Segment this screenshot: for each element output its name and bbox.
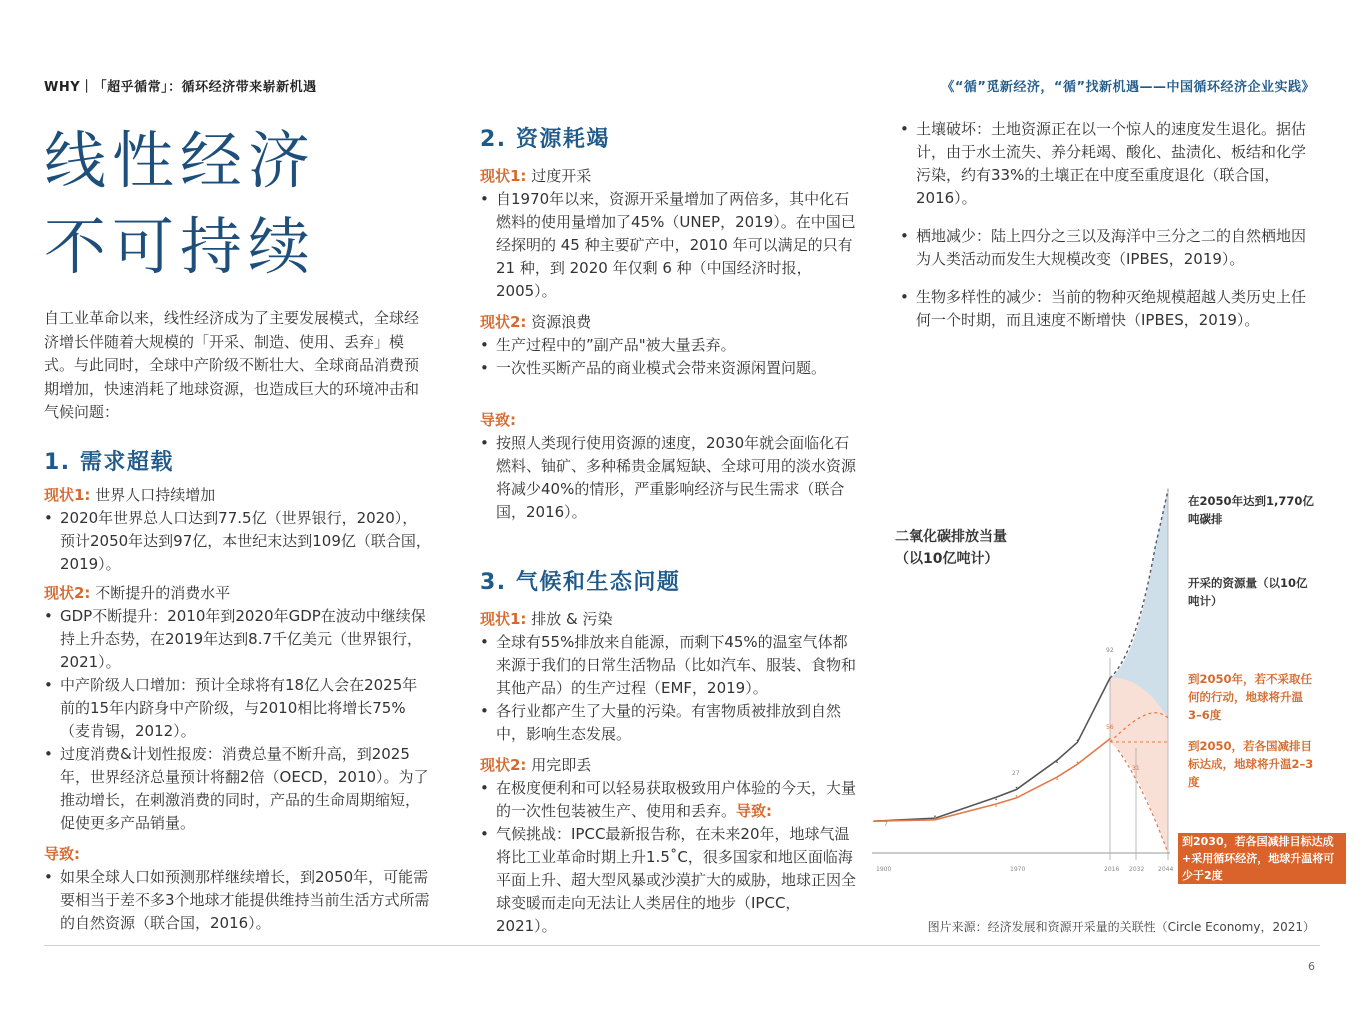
page-header-right: 《“循”觅新经济，“循”找新机遇——中国循环经济企业实践》 [941,80,1315,95]
chart-title-line-2: （以10亿吨计） [895,551,999,567]
list-item: • 一次性买断产品的商业模式会带来资源闲置问题。 [480,357,856,380]
list-item: • 过度消费&计划性报废：消费总量不断升高，到2025年，世界经济总量预计将翻2倍（OECD，2010）。为了推动增长，在刺激消费的同时，产品的生命周期缩短，促使更多产品销量。 [44,743,432,835]
sec1-result-tag: 导致: [44,844,80,863]
x-tick-2016: 2016 [1104,866,1120,873]
list-item: • 生物多样性的减少：当前的物种灭绝规模超越人类历史上任何一个时期，而且速度不断增快（IPBES，2019）。 [900,286,1310,332]
x-tick-2044: 2044 [1158,866,1174,873]
list-item: • 如果全球人口如预测那样继续增长，到2050年，可能需要相当于差不多3个地球才能提供维持当前生活方式所需的自然资源（联合国，2016）。 [44,866,432,935]
point-label-31: 31 [1132,765,1140,772]
sec3-status-1-text: 排放 & 污染 [526,610,613,628]
emission-series-line [874,739,1110,822]
sec3-status-1-tag: 现状1: [480,610,527,628]
emission-series-point [873,820,875,822]
sec3-status-1 [480,608,856,631]
sec2-status-1-tag: 现状1: [480,167,527,185]
list-item: • 栖地减少：陆上四分之三以及海洋中三分之二的自然栖地因为人类活动而发生大规模改变（IPBES，2019）。 [900,225,1310,271]
sec2-result-tag: 导致: [480,411,516,429]
sec2-status-2 [480,311,856,334]
sec2-status-1 [480,165,856,188]
sec1-result-list [44,866,432,935]
emission-series-point [995,805,997,807]
intro-paragraph: 自工业革命以来，线性经济成为了主要发展模式，全球经济增长伴随着大规模的「开采、制造、使用、丢弃」模式。与此同时，全球中产阶级不断壮大、全球商品消费预期增加，快速消耗了地球资源，也造成巨大的环境冲击和气候问题： [44,309,420,421]
sec1-status-2-text: 不断提升的消费水平 [90,583,231,602]
list-item: • 中产阶级人口增加：预计全球将有18亿人会在2025年前的15年内跻身中产阶级，与2010相比将增长75%（麦肯锡，2012）。 [44,674,432,743]
sec2-status-1-text: 过度开采 [526,167,592,185]
list-item: • 土壤破坏：土地资源正在以一个惊人的速度发生退化。据估计，由于水土流失、养分耗竭、酸化、盐渍化、板结和化学污染，约有33%的土壤正在中度至重度退化（联合国，2016）。 [900,118,1310,210]
sec1-status-2-tag: 现状2: [44,583,91,602]
resource-series-line [874,678,1110,821]
emissions-chart [870,488,1190,888]
sec3-status-1-list [480,631,856,746]
section-1-heading: 1. 需求超载 [44,449,174,475]
sec1-status-1-tag: 现状1: [44,485,91,504]
sec1-status-2 [44,582,432,605]
title-line-2: 不可持续 [44,210,317,283]
point-label-56: 56 [1106,724,1114,731]
resource-series-point [1016,787,1018,789]
x-tick-2032: 2032 [1129,866,1145,873]
sec3-status-2-text: 用完即丢 [526,756,592,774]
sec3-status-2-tag: 现状2: [480,756,527,774]
emission-series-point [1077,761,1079,763]
page-title [44,118,316,290]
sec2-status-2-tag: 现状2: [480,313,527,331]
list-item: • 各行业都产生了大量的污染。有害物质被排放到自然中，影响生态发展。 [480,700,856,746]
list-item: • 按照人类现行使用资源的速度，2030年就会面临化石燃料、铀矿、多种稀贵金属短缺、全球可用的淡水资源将减少40%的情形，严重影响经济与民生需求（联合国，2016）。 [480,432,856,524]
point-label-7: 7 [884,821,888,828]
list-item: • 生产过程中的”副产品"被大量丢弃。 [480,334,856,357]
point-label-92: 92 [1106,647,1114,654]
sec1-status-1-text: 世界人口持续增加 [90,485,216,504]
inline-result-tag: 导致: [736,802,773,820]
x-tick-1970: 1970 [1010,866,1026,873]
list-item: • 全球有55%排放来自能源，而剩下45%的温室气体都来源于我们的日常生活物品（比如汽车、服装、食物和其他产品）的生产过程（EMF，2019）。 [480,631,856,700]
chart-source: 图片来源：经济发展和资源开采量的关联性（Circle Economy，2021） [927,920,1315,934]
annotation-no-action: 到2050年，若不采取任何的行动，地球将升温3–6度 [1188,672,1313,722]
sec2-status-2-list [480,334,856,380]
sec1-status-2-list [44,605,432,835]
sec2-result-list [480,432,856,524]
emission-series-point [1016,795,1018,797]
annotation-circular-economy: 到2030，若各国减排目标达成+采用循环经济，地球升温将可少于2度 [1178,833,1346,884]
point-label-27: 27 [1012,770,1020,777]
page-header-left: WHY｜「超乎循常」：循环经济带来崭新机遇 [44,80,317,95]
sec3-continued-list [900,118,1310,332]
resource-series-point [934,815,936,817]
section-3-heading: 3. 气候和生态问题 [480,570,681,595]
list-item-text: 在极度便利和可以轻易获取极致用户体验的今天，大量的一次性包装被生产、使用和丢弃。 [496,779,857,820]
annotation-2050-emissions: 在2050年达到1,770亿吨碳排 [1188,494,1314,526]
emission-series-point [1056,778,1058,780]
list-item: • 自1970年以来，资源开采量增加了两倍多，其中化石燃料的使用量增加了45%（UNEP，2019）。在中国已经探明的 45 种主要矿产中，2010 年可以满足的只有 21 种，到 2020 年仅剩 6 种（中国经济时报，2005）。 [480,188,856,303]
sec3-status-2-list [480,777,856,938]
list-item [480,777,856,823]
list-item: • 2020年世界总人口达到77.5亿（世界银行，2020），预计2050年达到97亿，本世纪末达到109亿（联合国，2019）。 [44,507,432,576]
column-1 [44,307,432,935]
resource-series-point [995,799,997,801]
emission-series-point [934,817,936,819]
chart-title-line-1: 二氧化碳排放当量 [895,529,1007,545]
list-item: • 气候挑战：IPCC最新报告称，在未来20年，地球气温将比工业革命时期上升1.5˚C，很多国家和地区面临海平面上升、超大型风暴或沙漠扩大的威胁，地球正因全球变暖而走向无法让人类居住的地步（IPCC，2021）。 [480,823,856,938]
emission-series-point [1109,738,1111,740]
sec3-status-2 [480,754,856,777]
x-tick-1900: 1900 [876,866,892,873]
section-2-heading: 2. 资源耗竭 [480,127,610,152]
footer-divider [44,945,1320,946]
list-item: • GDP不断提升：2010年到2020年GDP在波动中继续保持上升态势，在2019年达到8.7千亿美元（世界银行，2021）。 [44,605,432,674]
sec2-status-2-text: 资源浪费 [526,313,592,331]
title-line-1: 线性经济 [44,124,317,197]
column-3 [900,118,1310,347]
annotation-resource-series: 开采的资源量（以10亿吨计） [1188,576,1308,608]
resource-series-point [1077,740,1079,742]
page-number: 6 [1308,960,1315,973]
sec2-status-1-list [480,188,856,303]
annotation-targets-met: 到2050，若各国减排目标达成，地球将升温2–3度 [1188,739,1314,789]
column-2 [480,122,856,938]
sec1-status-1-list [44,507,432,576]
sec1-status-1 [44,484,432,507]
resource-series-point [1056,761,1058,763]
